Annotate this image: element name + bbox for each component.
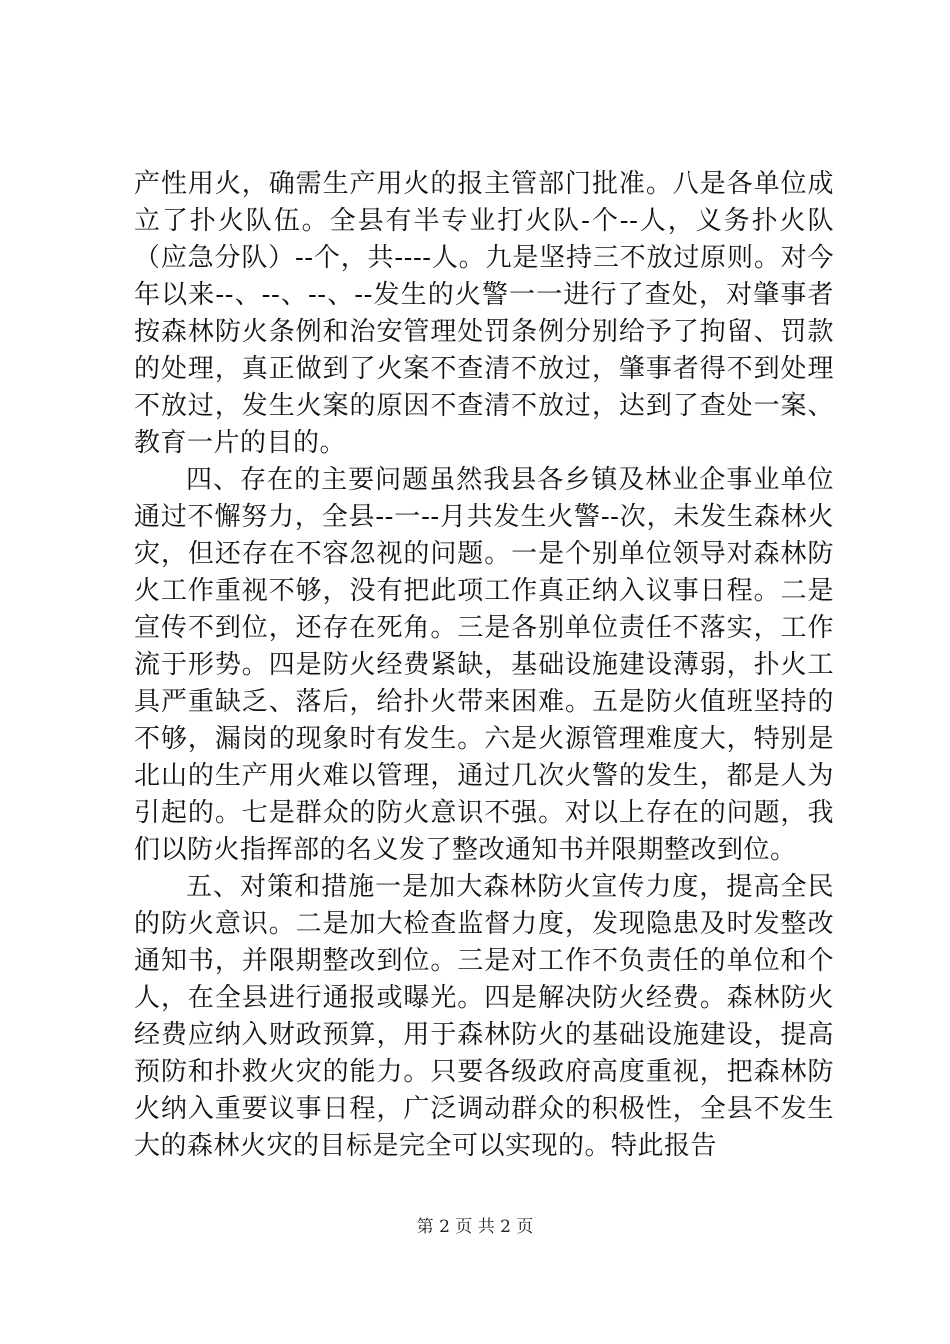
paragraph-continuation: 产性用火，确需生产用火的报主管部门批准。八是各单位成立了扑火队伍。全县有半专业打火队-个--人，义务扑火队（应急分队）--个，共----人。九是坚持三不放过原则。对今年以来--、--、--、--发生的火警一一进行了查处，对肇事者按森林防火条例和治安管理处罚条例分别给予了拘留、罚款的处理，真正做到了火案不查清不放过，肇事者得不到处理不放过，发生火案的原因不查清不放过，达到了查处一案、教育一片的目的。 bbox=[134, 169, 834, 458]
document-body bbox=[134, 166, 834, 1165]
paragraph-measures: 五、对策和措施一是加大森林防火宣传力度，提高全民的防火意识。二是加大检查监督力度，发现隐患及时发整改通知书，并限期整改到位。三是对工作不负责任的单位和个人，在全县进行通报或曝光。四是解决防火经费。森林防火经费应纳入财政预算，用于森林防火的基础设施建设，提高预防和扑救火灾的能力。只要各级政府高度重视，把森林防火纳入重要议事日程，广泛调动群众的积极性，全县不发生大的森林火灾的目标是完全可以实现的。特此报告 bbox=[134, 872, 834, 1161]
page-number-footer: 第 2 页 共 2 页 bbox=[416, 1217, 534, 1237]
paragraph-problems: 四、存在的主要问题虽然我县各乡镇及林业企事业单位通过不懈努力，全县--一--月共发生火警--次，未发生森林火灾，但还存在不容忽视的问题。一是个别单位领导对森林防火工作重视不够，没有把此项工作真正纳入议事日程。二是宣传不到位，还存在死角。三是各别单位责任不落实，工作流于形势。四是防火经费紧缺，基础设施建设薄弱，扑火工具严重缺乏、落后，给扑火带来困难。五是防火值班坚持的不够，漏岗的现象时有发生。六是火源管理难度大，特别是北山的生产用火难以管理，通过几次火警的发生，都是人为引起的。七是群众的防火意识不强。对以上存在的问题，我们以防火指挥部的名义发了整改通知书并限期整改到位。 bbox=[134, 465, 834, 865]
